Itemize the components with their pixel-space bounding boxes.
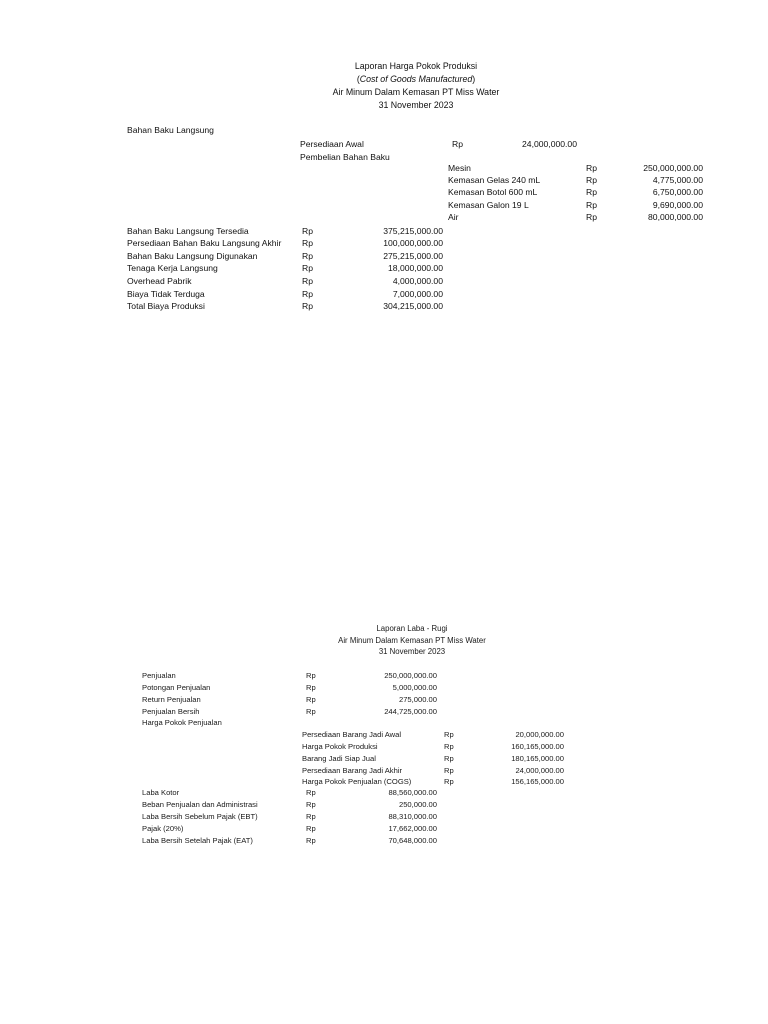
sales-currency: Rp — [306, 683, 316, 692]
cogm-section-label: Bahan Baku Langsung — [127, 125, 214, 135]
summary-label: Tenaga Kerja Langsung — [127, 263, 218, 273]
purchase-label: Air — [448, 212, 459, 222]
result-label: Laba Bersih Sebelum Pajak (EBT) — [142, 812, 258, 821]
result-currency: Rp — [306, 836, 316, 845]
income-title: Laporan Laba - Rugi — [376, 624, 448, 633]
cogs-currency: Rp — [444, 754, 454, 763]
result-label: Beban Penjualan dan Administrasi — [142, 800, 258, 809]
cogs-label: Harga Pokok Penjualan (COGS) — [302, 777, 412, 786]
purchase-currency: Rp — [586, 175, 597, 185]
opening-inventory-value: 24,000,000.00 — [522, 139, 577, 149]
sales-label: Return Penjualan — [142, 695, 201, 704]
summary-value: 4,000,000.00 — [392, 276, 443, 286]
purchase-label: Kemasan Gelas 240 mL — [448, 175, 541, 185]
result-currency: Rp — [306, 800, 316, 809]
sales-currency: Rp — [306, 707, 316, 716]
sales-value: 5,000,000.00 — [392, 683, 437, 692]
result-value: 88,310,000.00 — [388, 812, 437, 821]
purchase-value: 4,775,000.00 — [652, 175, 703, 185]
summary-currency: Rp — [302, 238, 313, 248]
summary-label: Bahan Baku Langsung Digunakan — [127, 251, 258, 261]
result-value: 88,560,000.00 — [388, 788, 437, 797]
summary-value: 100,000,000.00 — [383, 238, 443, 248]
cogm-title: Laporan Harga Pokok Produksi — [354, 61, 478, 71]
purchase-value: 6,750,000.00 — [652, 187, 703, 197]
summary-label: Total Biaya Produksi — [127, 301, 205, 311]
summary-value: 304,215,000.00 — [383, 301, 443, 311]
result-value: 250,000.00 — [398, 800, 437, 809]
purchase-currency: Rp — [586, 187, 597, 197]
sales-currency: Rp — [306, 671, 316, 680]
result-value: 70,648,000.00 — [388, 836, 437, 845]
sales-label: Potongan Penjualan — [142, 683, 211, 692]
sales-value: 250,000,000.00 — [384, 671, 437, 680]
sales-currency: Rp — [306, 695, 316, 704]
result-currency: Rp — [306, 788, 316, 797]
summary-label: Persediaan Bahan Baku Langsung Akhir — [127, 238, 282, 248]
purchase-currency: Rp — [586, 212, 597, 222]
cogs-value: 160,165,000.00 — [511, 742, 564, 751]
result-label: Laba Kotor — [142, 788, 180, 797]
summary-label: Overhead Pabrik — [127, 276, 192, 286]
result-currency: Rp — [306, 824, 316, 833]
purchase-value: 9,690,000.00 — [652, 200, 703, 210]
result-label: Pajak (20%) — [142, 824, 184, 833]
cogs-section-label: Harga Pokok Penjualan — [142, 718, 222, 727]
cogs-label: Persediaan Barang Jadi Akhir — [302, 766, 403, 775]
opening-inventory-currency: Rp — [452, 139, 463, 149]
cogm-company: Air Minum Dalam Kemasan PT Miss Water — [332, 87, 500, 97]
sales-value: 275,000.00 — [398, 695, 437, 704]
cogs-label: Harga Pokok Produksi — [302, 742, 378, 751]
cogm-subtitle: (Cost of Goods Manufactured) — [356, 74, 476, 84]
summary-currency: Rp — [302, 301, 313, 311]
income-date: 31 November 2023 — [378, 647, 446, 656]
cogs-value: 180,165,000.00 — [511, 754, 564, 763]
purchase-label: Kemasan Galon 19 L — [448, 200, 529, 210]
sales-label: Penjualan — [142, 671, 176, 680]
summary-currency: Rp — [302, 276, 313, 286]
result-label: Laba Bersih Setelah Pajak (EAT) — [142, 836, 253, 845]
purchase-value: 80,000,000.00 — [648, 212, 703, 222]
summary-label: Biaya Tidak Terduga — [127, 289, 205, 299]
cogs-currency: Rp — [444, 742, 454, 751]
cogs-label: Barang Jadi Siap Jual — [302, 754, 376, 763]
income-company: Air Minum Dalam Kemasan PT Miss Water — [338, 636, 486, 645]
sales-value: 244,725,000.00 — [384, 707, 437, 716]
summary-currency: Rp — [302, 226, 313, 236]
summary-currency: Rp — [302, 251, 313, 261]
summary-currency: Rp — [302, 289, 313, 299]
summary-label: Bahan Baku Langsung Tersedia — [127, 226, 249, 236]
cogs-label: Persediaan Barang Jadi Awal — [302, 730, 402, 739]
cogs-value: 24,000,000.00 — [515, 766, 564, 775]
cogs-value: 20,000,000.00 — [515, 730, 564, 739]
sales-label: Penjualan Bersih — [142, 707, 200, 716]
cogs-currency: Rp — [444, 766, 454, 775]
summary-value: 275,215,000.00 — [383, 251, 443, 261]
result-currency: Rp — [306, 812, 316, 821]
purchase-currency: Rp — [586, 200, 597, 210]
cogs-currency: Rp — [444, 777, 454, 786]
purchase-label: Kemasan Botol 600 mL — [448, 187, 538, 197]
cogs-value: 156,165,000.00 — [511, 777, 564, 786]
purchase-value: 250,000,000.00 — [643, 163, 703, 173]
summary-value: 18,000,000.00 — [388, 263, 443, 273]
cogs-currency: Rp — [444, 730, 454, 739]
cogm-date: 31 November 2023 — [378, 100, 454, 110]
result-value: 17,662,000.00 — [388, 824, 437, 833]
summary-value: 375,215,000.00 — [383, 226, 443, 236]
summary-value: 7,000,000.00 — [392, 289, 443, 299]
opening-inventory-label: Persediaan Awal — [300, 139, 364, 149]
purchase-label: Mesin — [448, 163, 471, 173]
purchases-label: Pembelian Bahan Baku — [300, 152, 390, 162]
summary-currency: Rp — [302, 263, 313, 273]
purchase-currency: Rp — [586, 163, 597, 173]
